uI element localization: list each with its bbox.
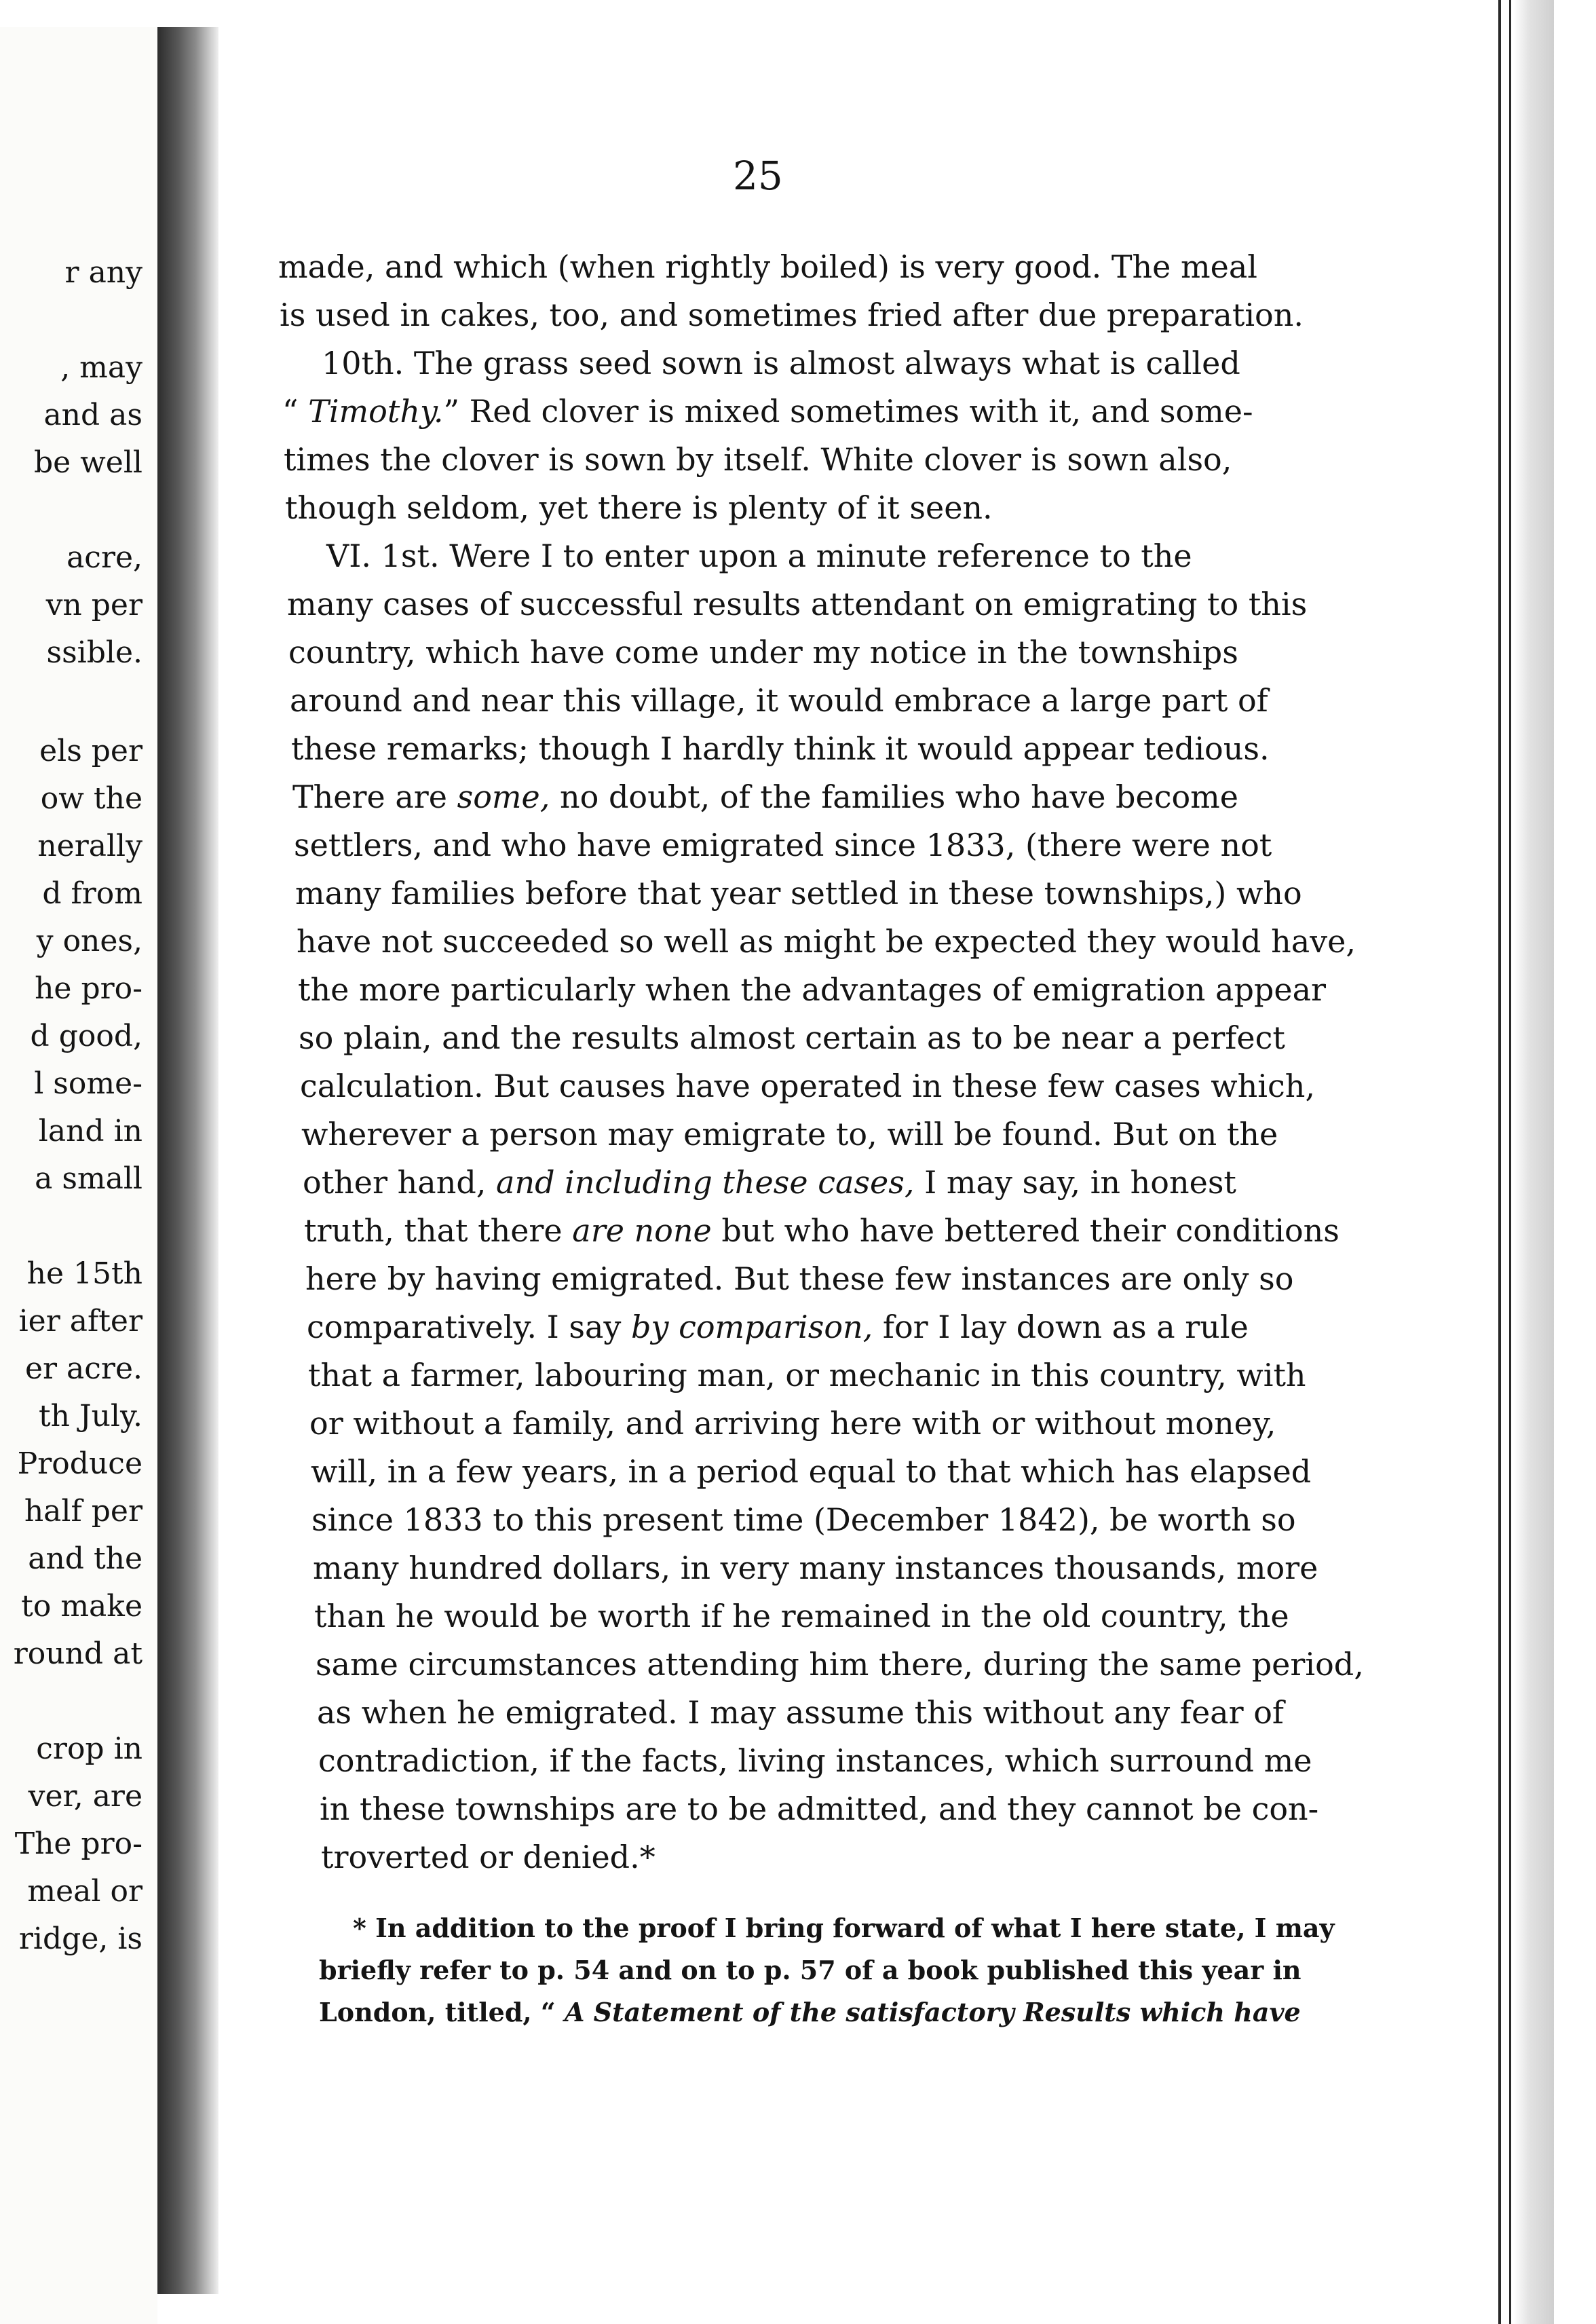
body-text-line: same circumstances attending him there, during the same period, [316, 1646, 1364, 1683]
body-text-line: or without a family, and arriving here with or without money, [309, 1405, 1276, 1442]
left-page-line: er acre. [25, 1351, 142, 1386]
page-number: 25 [733, 153, 783, 199]
body-text-line: other hand, and including these cases, I may say, in honest [303, 1164, 1236, 1201]
edge-line [1498, 0, 1501, 2324]
left-page-line: nerally [37, 829, 142, 863]
body-text-line: contradiction, if the facts, living instances, which surround me [318, 1742, 1312, 1779]
left-page-line: acre, [66, 540, 142, 575]
body-text-line: troverted or denied.* [321, 1839, 656, 1875]
gutter-top [0, 0, 218, 27]
body-text-line: VI. 1st. Were I to enter upon a minute reference to the [326, 538, 1192, 574]
left-page-line: d from [42, 876, 142, 911]
body-text-line: will, in a few years, in a period equal to that which has elapsed [311, 1453, 1312, 1490]
left-page-line: l some- [34, 1066, 142, 1101]
left-page-line: he pro- [35, 971, 142, 1006]
left-page-line: crop in [36, 1731, 142, 1766]
body-text-line: There are some, no doubt, of the families who have become [292, 779, 1239, 815]
left-page-line: d good, [30, 1019, 142, 1053]
left-page-line: land in [38, 1114, 142, 1148]
body-text-line: that a farmer, labouring man, or mechanic in this country, with [308, 1357, 1306, 1393]
body-text-line: so plain, and the results almost certain as to be near a perfect [299, 1019, 1285, 1056]
left-page-line: ow the [40, 781, 142, 816]
body-text-line: here by having emigrated. But these few instances are only so [305, 1260, 1294, 1297]
left-page-line: ssible. [46, 635, 142, 670]
left-page-line: meal or [27, 1874, 142, 1909]
footnote-line: London, titled, “ A Statement of the satisfactory Results which have [319, 1997, 1301, 2027]
left-page-line: to make [21, 1589, 142, 1624]
left-page-line: ridge, is [18, 1922, 142, 1956]
body-text-line: calculation. But causes have operated in these few cases which, [300, 1068, 1315, 1104]
left-page-line: and the [28, 1541, 142, 1576]
body-text-line: as when he emigrated. I may assume this without any fear of [317, 1694, 1284, 1731]
left-page-line: he 15th [26, 1256, 142, 1291]
left-page-line: , may [60, 350, 142, 385]
body-text-line: truth, that there are none but who have bettered their conditions [304, 1212, 1340, 1249]
body-text-line: “ Timothy.” Red clover is mixed sometimes with it, and some- [282, 393, 1253, 430]
body-text-line: country, which have come under my notice in the townships [288, 634, 1238, 671]
left-page-line: th July. [38, 1399, 142, 1433]
edge-line [1509, 0, 1511, 2324]
left-page-line: The pro- [14, 1826, 142, 1861]
body-text-line: since 1833 to this present time (December 1842), be worth so [311, 1501, 1296, 1538]
body-text-line: the more particularly when the advantages of emigration appear [298, 971, 1326, 1008]
body-text-line: settlers, and who have emigrated since 1833, (there were not [294, 827, 1272, 863]
body-text-line: comparatively. I say by comparison, for I lay down as a rule [307, 1309, 1249, 1345]
left-page-line: round at [13, 1636, 142, 1671]
body-text-line: times the clover is sown by itself. White clover is sown also, [284, 441, 1232, 478]
left-page-line: vn per [45, 588, 142, 622]
left-page-line: and as [43, 398, 142, 432]
body-text-line: have not succeeded so well as might be expected they would have, [297, 923, 1356, 960]
page-stack-shade [1513, 0, 1554, 2324]
body-text-line: many cases of successful results attendant on emigrating to this [287, 586, 1308, 622]
book-gutter-shadow [157, 27, 218, 2294]
body-text-line: many families before that year settled in these townships,) who [295, 875, 1302, 912]
left-page-line: ier after [18, 1304, 142, 1338]
body-text-line: is used in cakes, too, and sometimes fried after due preparation. [280, 297, 1304, 333]
left-page-line: a small [35, 1161, 142, 1196]
left-page-line: els per [39, 734, 142, 768]
left-page-line: Produce [17, 1446, 142, 1481]
left-page-line: y ones, [36, 924, 142, 958]
body-text-line: though seldom, yet there is plenty of it seen. [285, 489, 993, 526]
footnote-line: * In addition to the proof I bring forward of what I here state, I may [353, 1913, 1335, 1943]
body-text-line: wherever a person may emigrate to, will be found. But on the [301, 1116, 1278, 1152]
body-text-line: around and near this village, it would embrace a large part of [290, 682, 1268, 719]
footnote-line: briefly refer to p. 54 and on to p. 57 of a book published this year in [319, 1955, 1302, 1985]
left-page-line: ver, are [28, 1779, 142, 1814]
left-page-line: r any [64, 255, 142, 290]
body-text-line: than he would be worth if he remained in the old country, the [314, 1598, 1289, 1634]
body-text-line: many hundred dollars, in very many instances thousands, more [313, 1550, 1318, 1586]
body-text-line: 10th. The grass seed sown is almost always what is called [322, 345, 1240, 381]
body-text-line: these remarks; though I hardly think it would appear tedious. [291, 730, 1270, 767]
left-page-line: half per [24, 1494, 142, 1529]
body-text-line: in these townships are to be admitted, and they cannot be con- [320, 1791, 1319, 1827]
left-page-fragment [0, 0, 157, 2324]
body-text-line: made, and which (when rightly boiled) is very good. The meal [278, 248, 1258, 285]
left-page-line: be well [33, 445, 142, 480]
